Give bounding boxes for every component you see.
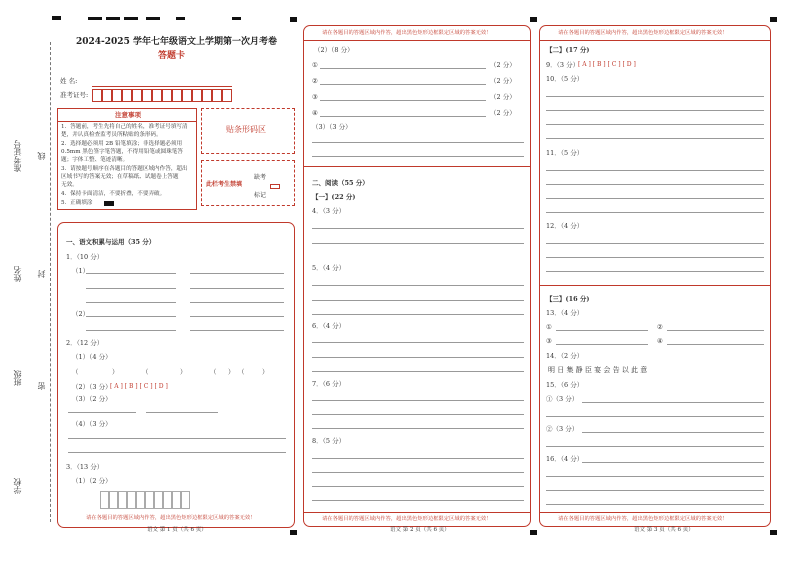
- id-label: 准考证号:: [60, 91, 89, 99]
- answer-line[interactable]: [546, 446, 764, 447]
- answer-line[interactable]: [582, 402, 764, 403]
- answer-line[interactable]: [582, 432, 764, 433]
- binding-line: [50, 42, 51, 522]
- answer-line[interactable]: [86, 288, 176, 289]
- answer-line[interactable]: [312, 300, 524, 301]
- absent-mark-text: 缺考: [254, 174, 267, 181]
- answer-line[interactable]: [546, 124, 764, 125]
- timing-mark: [124, 17, 138, 20]
- sentence-text: 明 日 集 静 臣 宴 会 告 以 此 意: [548, 366, 648, 374]
- question-label: 5．（4 分）: [312, 264, 346, 272]
- item-label: ③: [546, 337, 552, 345]
- question-part: （4）（3 分）: [72, 420, 112, 428]
- answer-line[interactable]: [312, 458, 524, 459]
- paren: （: [238, 368, 245, 376]
- barcode-area: [201, 108, 295, 154]
- answer-line[interactable]: [546, 504, 764, 505]
- barcode-label: 贴条形码区: [226, 125, 266, 134]
- notice-line: 区域书写的答案无效；在草稿纸、试题卷上答题: [61, 174, 179, 180]
- answer-line[interactable]: [546, 257, 764, 258]
- answer-line[interactable]: [312, 314, 524, 315]
- answer-line[interactable]: [320, 84, 486, 85]
- question-label: （2）（8 分）: [314, 46, 354, 54]
- answer-line[interactable]: [312, 357, 524, 358]
- question-label: 8．（5 分）: [312, 437, 346, 445]
- item-label: ④: [657, 337, 663, 345]
- name-field[interactable]: [92, 86, 232, 87]
- answer-line[interactable]: [312, 414, 524, 415]
- answer-line[interactable]: [320, 68, 486, 69]
- id-cell: [222, 89, 232, 102]
- paren: （: [210, 368, 217, 376]
- choice-bubbles[interactable]: [ A ] [ B ] [ C ] [ D ]: [578, 61, 636, 68]
- notice-line: 5．正确填涂: [61, 200, 93, 206]
- id-cell: [92, 89, 102, 102]
- answer-line[interactable]: [86, 273, 176, 274]
- notice-line: 无效。: [61, 182, 78, 188]
- answer-line[interactable]: [312, 142, 524, 143]
- grid-cell: [154, 491, 163, 509]
- id-cell: [172, 89, 182, 102]
- answer-line[interactable]: [312, 472, 524, 473]
- frame-warning: 请在各题目的答题区域内作答，超出黑色矩形边框限定区域的答案无效！: [322, 516, 492, 522]
- notice-line: 1．答题前，考生先将自己的姓名，准考证号填写清: [61, 124, 188, 130]
- sub-heading: 【一】(22 分): [312, 193, 356, 201]
- answer-frame-3: [539, 25, 771, 527]
- answer-line[interactable]: [68, 452, 286, 453]
- id-cell: [202, 89, 212, 102]
- answer-line[interactable]: [86, 330, 176, 331]
- id-cell: [112, 89, 122, 102]
- answer-line[interactable]: [146, 412, 218, 413]
- answer-line[interactable]: [546, 476, 764, 477]
- id-cell: [212, 89, 222, 102]
- question-label: 16．（4 分）: [546, 455, 584, 463]
- char-grid[interactable]: [100, 0, 101, 1]
- notice-line: 题；字体工整、笔迹清晰。: [61, 157, 129, 163]
- answer-line[interactable]: [312, 500, 524, 501]
- id-cell: [102, 89, 112, 102]
- answer-line[interactable]: [68, 438, 286, 439]
- item-score: （2 分）: [490, 93, 516, 101]
- absent-mark-box[interactable]: [270, 184, 280, 189]
- sub-heading: 【三】(16 分): [546, 295, 590, 303]
- frame-warning: 请在各题目的答题区域内作答，超出黑色矩形边框限定区域的答案无效！: [86, 515, 256, 521]
- question-label: 13．（4 分）: [546, 309, 584, 317]
- exam-subtitle: 答题卡: [158, 51, 186, 61]
- question-label: 1．（10 分）: [66, 253, 104, 261]
- paren: （: [142, 368, 149, 376]
- answer-line[interactable]: [86, 316, 176, 317]
- grid-cell: [145, 491, 154, 509]
- choice-bubbles[interactable]: [ A ] [ B ] [ C ] [ D ]: [110, 383, 168, 390]
- answer-line[interactable]: [320, 100, 486, 101]
- notice-line: 4．保持卡面清洁，不要折叠，不要弄破。: [61, 191, 166, 197]
- section-heading: 二、阅读（55 分）: [312, 179, 369, 187]
- question-label: 3．（13 分）: [66, 463, 104, 471]
- answer-line[interactable]: [312, 156, 524, 157]
- paren: ）: [262, 368, 269, 376]
- timing-mark: [530, 17, 537, 22]
- frame-warning: 请在各题目的答题区域内作答，超出黑色矩形边框限定区域的答案无效！: [558, 516, 728, 522]
- name-label: 姓 名:: [60, 77, 78, 85]
- item-label: ②: [312, 77, 318, 85]
- page-footer: 语文 第 3 页（共 6 页）: [634, 527, 694, 533]
- item-label: ①: [312, 61, 318, 69]
- notice-line: 2．选择题必须用 2B 铅笔填涂；非选择题必须用: [61, 141, 183, 147]
- answer-line[interactable]: [546, 96, 764, 97]
- grid-cell: [172, 491, 181, 509]
- question-label: 12．（4 分）: [546, 222, 584, 230]
- item-label: ②: [657, 323, 663, 331]
- notice-line: 楚，并认真检查监考员所粘贴的条形码。: [61, 132, 162, 138]
- grid-cell: [136, 491, 145, 509]
- answer-line[interactable]: [546, 271, 764, 272]
- section-heading: 一、语文积累与运用（35 分）: [66, 238, 156, 246]
- question-part: （1）（4 分）: [72, 353, 112, 361]
- answer-line[interactable]: [68, 412, 136, 413]
- answer-line[interactable]: [556, 330, 648, 331]
- timing-mark: [290, 530, 297, 535]
- absent-mark-text: 标记: [254, 192, 267, 199]
- margin-class-label: 班级: [13, 370, 22, 386]
- margin-school-label: 学校: [13, 478, 22, 494]
- page-footer: 语文 第 1 页（共 6 页）: [147, 527, 207, 533]
- answer-line[interactable]: [190, 273, 284, 274]
- timing-mark: [290, 17, 297, 22]
- id-cell: [132, 89, 142, 102]
- absent-box: [201, 160, 295, 206]
- answer-line[interactable]: [546, 212, 764, 213]
- grid-cell: [118, 491, 127, 509]
- id-cell: [122, 89, 132, 102]
- notice-title: 注意事项: [115, 111, 141, 119]
- paren: ）: [228, 368, 235, 376]
- answer-line[interactable]: [667, 330, 764, 331]
- item-label: ④: [312, 109, 318, 117]
- question-part: （3）（3 分）: [312, 123, 352, 131]
- timing-mark: [88, 17, 102, 20]
- notice-line: 0.5mm 黑色签字笔答题，不得用铅笔或圆珠笔答: [61, 149, 183, 155]
- item-score: （2 分）: [490, 77, 516, 85]
- notice-box: [57, 108, 197, 210]
- grid-cell: [163, 491, 172, 509]
- timing-mark: [52, 16, 61, 20]
- id-cell: [162, 89, 172, 102]
- answer-line[interactable]: [546, 170, 764, 171]
- page-footer: 语文 第 2 页（共 6 页）: [390, 527, 450, 533]
- timing-mark: [146, 17, 160, 20]
- answer-line[interactable]: [546, 138, 764, 139]
- id-cell: [182, 89, 192, 102]
- question-part: （2）: [72, 310, 90, 318]
- question-part: （1）（2 分）: [72, 477, 112, 485]
- margin-line-label: 线: [37, 152, 46, 160]
- notice-line: 3．请按题号顺序在各题目的答题区域内作答，超出: [61, 166, 188, 172]
- answer-line[interactable]: [312, 228, 524, 229]
- answer-line[interactable]: [312, 285, 524, 286]
- answer-line[interactable]: [582, 462, 764, 463]
- item-label: ③: [312, 93, 318, 101]
- question-label: 11．（5 分）: [546, 149, 584, 157]
- answer-line[interactable]: [312, 486, 524, 487]
- frame-warning: 请在各题目的答题区域内作答，超出黑色矩形边框限定区域的答案无效！: [322, 30, 492, 36]
- grid-cell: [100, 491, 109, 509]
- question-part: （1）: [72, 267, 90, 275]
- timing-mark: [530, 530, 537, 535]
- id-cell: [152, 89, 162, 102]
- question-part: ①（3 分）: [546, 395, 579, 403]
- grid-cell: [109, 491, 118, 509]
- answer-line[interactable]: [190, 330, 284, 331]
- answer-line[interactable]: [312, 400, 524, 401]
- question-label: 7．（6 分）: [312, 380, 346, 388]
- question-label: 9．（3 分）: [546, 61, 580, 69]
- absent-label: 此栏考生禁填: [206, 181, 243, 188]
- answer-line[interactable]: [556, 344, 648, 345]
- timing-mark: [232, 17, 241, 20]
- paren: ）: [180, 368, 187, 376]
- timing-mark: [770, 530, 777, 535]
- answer-line[interactable]: [190, 316, 284, 317]
- item-score: （2 分）: [490, 61, 516, 69]
- timing-mark: [770, 17, 777, 22]
- fill-sample: [104, 201, 114, 206]
- answer-line[interactable]: [320, 116, 486, 117]
- timing-mark: [106, 17, 120, 20]
- margin-name-label: 姓名: [13, 266, 22, 282]
- answer-line[interactable]: [86, 302, 176, 303]
- answer-line[interactable]: [667, 344, 764, 345]
- answer-line[interactable]: [546, 243, 764, 244]
- id-cell: [192, 89, 202, 102]
- paren: （: [72, 368, 79, 376]
- question-part: ②（3 分）: [546, 425, 579, 433]
- answer-line[interactable]: [546, 490, 764, 491]
- answer-line[interactable]: [312, 243, 524, 244]
- question-label: 6．（4 分）: [312, 322, 346, 330]
- id-cell: [142, 89, 152, 102]
- margin-seal-label: 封: [37, 270, 46, 278]
- question-part: （2）（3 分）: [72, 383, 112, 391]
- answer-line[interactable]: [546, 184, 764, 185]
- question-label: 2．（12 分）: [66, 339, 104, 347]
- item-score: （2 分）: [490, 109, 516, 117]
- item-label: ①: [546, 323, 552, 331]
- paren: ）: [112, 368, 119, 376]
- timing-mark: [176, 17, 185, 20]
- answer-line[interactable]: [546, 416, 764, 417]
- sub-heading: 【二】(17 分): [546, 46, 590, 54]
- answer-line[interactable]: [190, 302, 284, 303]
- frame-warning: 请在各题目的答题区域内作答，超出黑色矩形边框限定区域的答案无效！: [558, 30, 728, 36]
- answer-line[interactable]: [546, 110, 764, 111]
- answer-line[interactable]: [190, 288, 284, 289]
- question-label: 14．（2 分）: [546, 352, 584, 360]
- question-label: 10．（5 分）: [546, 75, 584, 83]
- exam-title: 2024-2025 学年七年级语文上学期第一次月考卷: [76, 37, 277, 47]
- answer-line[interactable]: [312, 428, 524, 429]
- answer-line[interactable]: [312, 371, 524, 372]
- margin-id-label: 准考证号: [13, 140, 22, 172]
- margin-secret-label: 密: [37, 382, 46, 390]
- answer-line[interactable]: [312, 342, 524, 343]
- question-part: （3）（2 分）: [72, 395, 112, 403]
- grid-cell: [181, 491, 190, 509]
- question-label: 15．（6 分）: [546, 381, 584, 389]
- grid-cell: [127, 491, 136, 509]
- answer-line[interactable]: [546, 198, 764, 199]
- id-field[interactable]: [92, 89, 232, 102]
- question-label: 4．（3 分）: [312, 207, 346, 215]
